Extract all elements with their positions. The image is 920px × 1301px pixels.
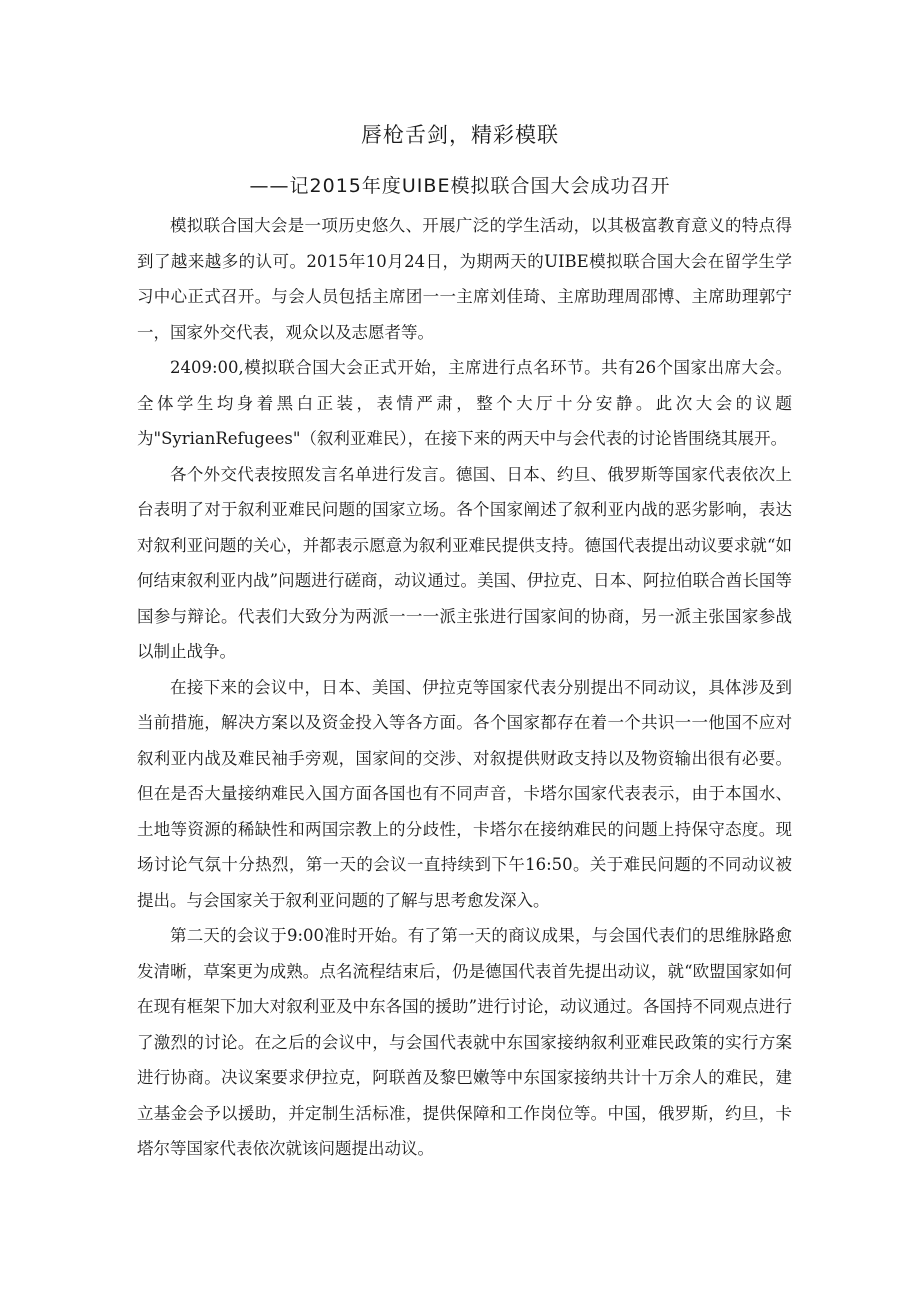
paragraph-2: 2409:00,模拟联合国大会正式开始，主席进行点名环节。共有26个国家出席大会。全体学生均身着黑白正装，表情严肃，整个大厅十分安静。此次大会的议题为"SyrianRefugees"（叙利亚难民），在接下来的两天中与会代表的讨论皆围绕其展开。 [137,358,792,448]
paragraph-5: 第二天的会议于9:00准时开始。有了第一天的商议成果，与会国代表们的思维脉路愈发清晰，草案更为成熟。点名流程结束后，仍是德国代表首先提出动议，就“欧盟国家如何在现有框架下加大对叙利亚及中东各国的援助”进行讨论，动议通过。各国持不同观点进行了激烈的讨论。在之后的会议中，与会国代表就中东国家接纳叙利亚难民政策的实行方案进行协商。决议案要求伊拉克，阿联酋及黎巴嫩等中东国家接纳共计十万余人的难民，建立基金会予以援助，并定制生活标准，提供保障和工作岗位等。中国，俄罗斯，约旦，卡塔尔等国家代表依次就该问题提出动议。 [137,926,792,1158]
document-body [137,208,792,1167]
paragraph-3: 各个外交代表按照发言名单进行发言。德国、日本、约旦、俄罗斯等国家代表依次上台表明了对于叙利亚难民问题的国家立场。各个国家阐述了叙利亚内战的恶劣影响，表达对叙利亚问题的关心，并都表示愿意为叙利亚难民提供支持。德国代表提出动议要求就“如何结束叙利亚内战”问题进行磋商，动议通过。美国、伊拉克、日本、阿拉伯联合酋长国等国参与辩论。代表们大致分为两派一一一派主张进行国家间的协商，另一派主张国家参战以制止战争。 [137,464,792,661]
document-subtitle: ——记2015年度UIBE模拟联合国大会成功召开 [249,175,671,197]
paragraph-1: 模拟联合国大会是一项历史悠久、开展广泛的学生活动，以其极富教育意义的特点得到了越来越多的认可。2015年10月24日，为期两天的UIBE模拟联合国大会在留学生学习中心正式召开。与会人员包括主席团一一主席刘佳琦、主席助理周邵博、主席助理郭宁一，国家外交代表，观众以及志愿者等。 [137,216,792,342]
paragraph-4: 在接下来的会议中，日本、美国、伊拉克等国家代表分别提出不同动议，具体涉及到当前措施，解决方案以及资金投入等各方面。各个国家都存在着一个共识一一他国不应对叙利亚内战及难民袖手旁观，国家间的交涉、对叙提供财政支持以及物资输出很有必要。但在是否大量接纳难民入国方面各国也有不同声音，卡塔尔国家代表表示，由于本国水、土地等资源的稀缺性和两国宗教上的分歧性，卡塔尔在接纳难民的问题上持保守态度。现场讨论气氛十分热烈，第一天的会议一直持续到下午16:50。关于难民问题的不同动议被提出。与会国家关于叙利亚问题的了解与思考愈发深入。 [137,677,792,910]
document-title: 唇枪舌剑，精彩模联 [361,123,559,147]
